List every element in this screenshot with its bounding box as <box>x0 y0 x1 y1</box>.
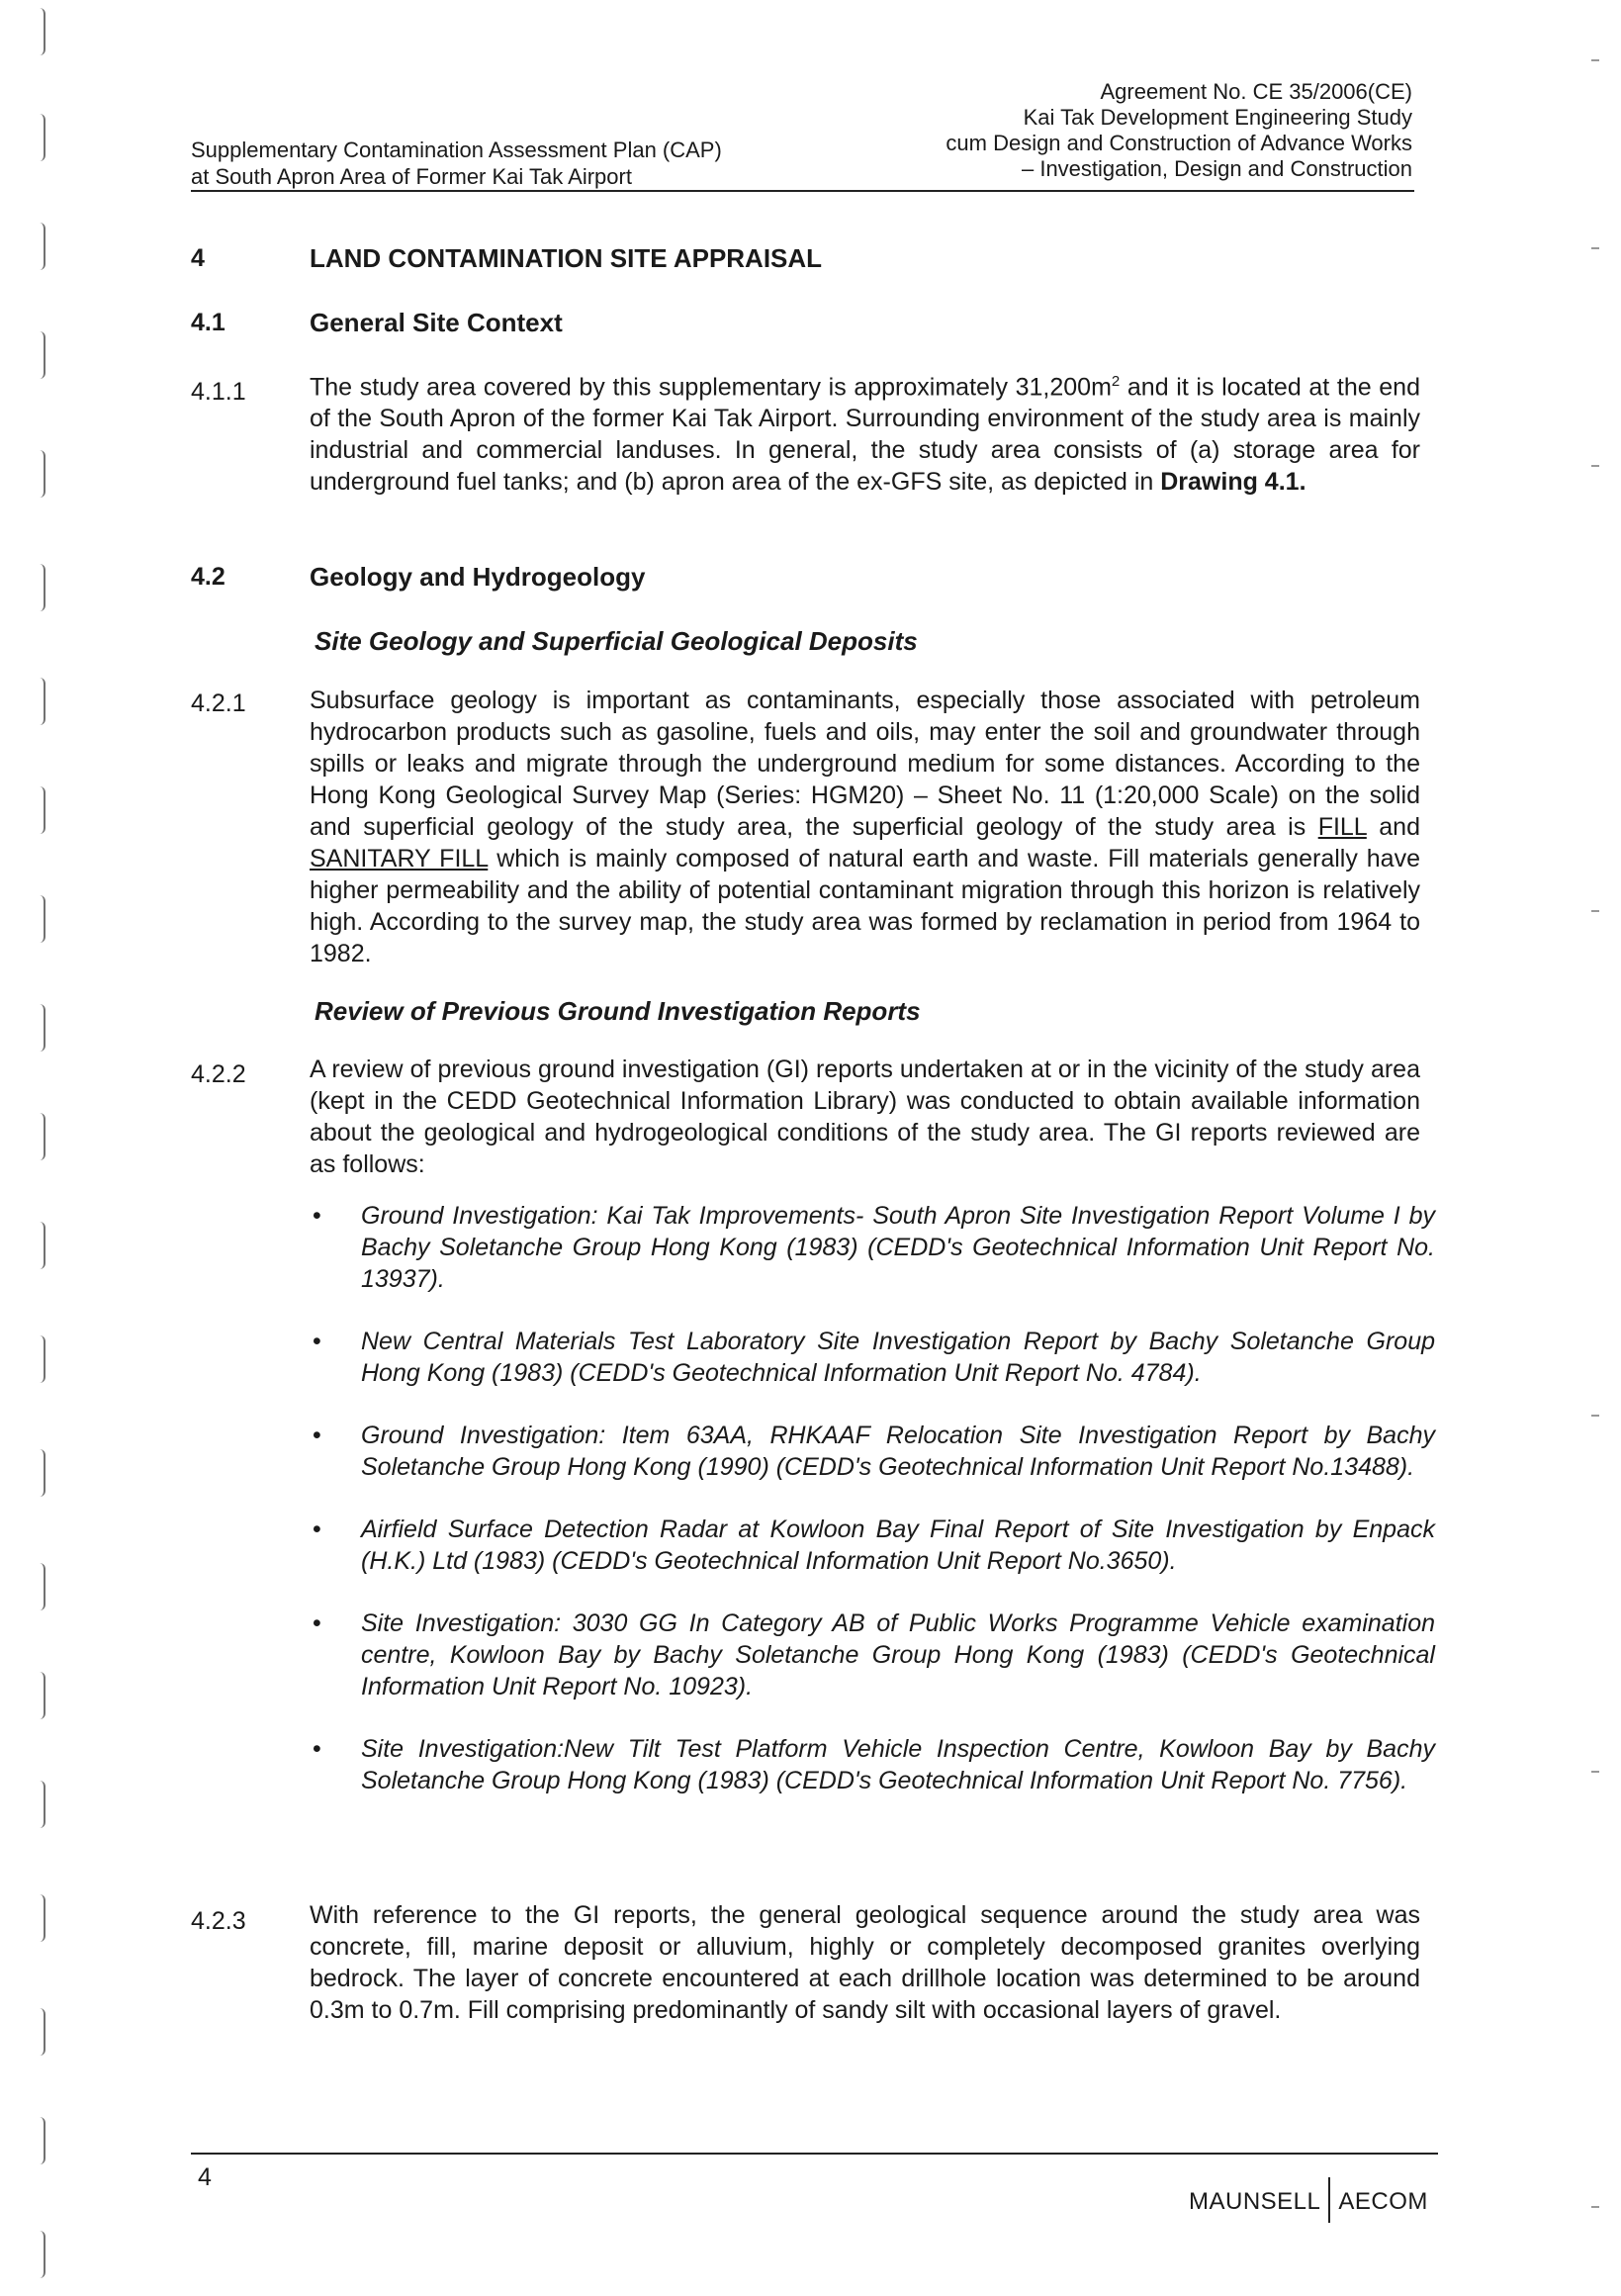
list-item <box>310 1420 1435 1483</box>
paragraph-4-2-3: With reference to the GI reports, the general geological sequence around the study area was concrete, fill, marine deposit or alluvium, highly or completely decomposed granites overlying bedrock. The layer of concrete encountered at each drillhole location was determined to be around 0.3m to 0.7m. Fill comprising predominantly of sandy silt with occasional layers of gravel. <box>310 1901 1420 2024</box>
list-item-text: Ground Investigation: Item 63AA, RHKAAF Relocation Site Investigation Report by Bachy Soletanche Group Hong Kong (1990) (CEDD's Geotechnical Information Unit Report No.13488). <box>361 1422 1435 1481</box>
page-number: 4 <box>198 2163 212 2191</box>
bullet: • <box>313 1735 321 1763</box>
p411-text-b: and it is located at the end of the South Apron of the former Kai Tak Airport. Surrounding environment of the study area is mainly industrial and commercial landuses. In general, the study area consists of (a) storage area for underground fuel tanks; and (b) apron area of the ex-GFS site, as depicted in <box>310 373 1420 497</box>
drawing-reference: Drawing 4.1 <box>1160 468 1300 497</box>
p421-text-b: which is mainly composed of natural earth and waste. Fill materials generally have higher permeability and the ability of potential contaminant migration through this horizon is relatively high. According to the survey map, the study area was formed by reclamation in period from 1964 to 1982. <box>310 845 1420 967</box>
list-item <box>310 1326 1435 1389</box>
paragraph-number: 4.2.1 <box>191 689 246 717</box>
header-left <box>191 137 722 190</box>
subheading-previous-gi-reports: Review of Previous Ground Investigation Reports <box>315 996 921 1026</box>
subheading-site-geology: Site Geology and Superficial Geological Deposits <box>315 626 918 656</box>
list-item <box>310 1733 1435 1796</box>
paragraph-number: 4.2.2 <box>191 1060 246 1088</box>
list-item-text: Airfield Surface Detection Radar at Kowloon Bay Final Report of Site Investigation by Enpack (H.K.) Ltd (1983) (CEDD's Geotechnical Information Unit Report No.3650). <box>361 1515 1435 1575</box>
company-logo <box>1189 2177 1428 2223</box>
subsection-number: 4.2 <box>191 563 225 591</box>
paragraph-4-1-1 <box>310 366 1420 498</box>
logo-maunsell: MAUNSELL <box>1189 2188 1321 2215</box>
bullet: • <box>313 1422 321 1449</box>
section-number: 4 <box>191 244 205 272</box>
list-item-text: Site Investigation:New Tilt Test Platform Vehicle Inspection Centre, Kowloon Bay by Bachy Soletanche Group Hong Kong (1983) (CEDD's Geotechnical Information Unit Report No. 7756). <box>361 1735 1435 1794</box>
project-line1: Kai Tak Development Engineering Study <box>1023 105 1412 130</box>
binder-hole-marks <box>30 0 69 2296</box>
subsection-title: Geology and Hydrogeology <box>310 562 646 592</box>
section-title: LAND CONTAMINATION SITE APPRAISAL <box>310 243 823 273</box>
fill-term: FILL <box>1317 813 1367 841</box>
paragraph-number: 4.2.3 <box>191 1907 246 1935</box>
p421-text-a: Subsurface geology is important as contaminants, especially those associated with petroleum hydrocarbon products such as gasoline, fuels and oils, may enter the soil and groundwater through spills or leaks and migrate through the underground medium for some distances. According to the Hong Kong Geological Survey Map (Series: HGM20) – Sheet No. 11 (1:20,000 Scale) on the solid and superficial geology of the study area, the superficial geology of the study area is <box>310 687 1420 841</box>
gi-report-list <box>310 1200 1435 1827</box>
project-line3: – Investigation, Design and Construction <box>1021 156 1412 181</box>
sanitary-fill-term: SANITARY FILL <box>310 845 489 872</box>
subsection-number: 4.1 <box>191 309 225 336</box>
bullet: • <box>313 1202 321 1230</box>
paragraph-4-2-2: A review of previous ground investigation (GI) reports undertaken at or in the vicinity of the study area (kept in the CEDD Geotechnical Information Library) was conducted to obtain available information about the geological and hydrogeological conditions of the study area. The GI reports reviewed are as follows: <box>310 1056 1420 1178</box>
list-item-text: New Central Materials Test Laboratory Site Investigation Report by Bachy Soletanche Group Hong Kong (1983) (CEDD's Geotechnical Information Unit Report No. 4784). <box>361 1328 1435 1387</box>
p421-and: and <box>1366 813 1420 841</box>
p411-end: . <box>1299 468 1306 497</box>
footer-rule <box>191 2153 1438 2155</box>
list-item <box>310 1514 1435 1577</box>
header-title-line1: Supplementary Contamination Assessment Plan (CAP) <box>191 138 722 162</box>
list-item-text: Site Investigation: 3030 GG In Category AB of Public Works Programme Vehicle examination centre, Kowloon Bay by Bachy Soletanche Group Hong Kong (1983) (CEDD's Geotechnical Information Unit Report No. 10923). <box>361 1609 1435 1700</box>
p411-text-a: The study area covered by this supplementary is approximately 31,200m <box>310 373 1112 402</box>
paragraph-number: 4.1.1 <box>191 378 246 406</box>
agreement-number: Agreement No. CE 35/2006(CE) <box>1100 79 1412 104</box>
list-item <box>310 1607 1435 1702</box>
logo-separator <box>1328 2177 1330 2223</box>
subsection-title: General Site Context <box>310 308 563 337</box>
p411-superscript: 2 <box>1111 373 1121 390</box>
list-item-text: Ground Investigation: Kai Tak Improvements- South Apron Site Investigation Report Volume I by Bachy Soletanche Group Hong Kong (1983) (CEDD's Geotechnical Information Unit Report No. 13937). <box>361 1202 1435 1293</box>
logo-aecom: AECOM <box>1338 2188 1428 2215</box>
scan-edge-marks <box>1591 0 1601 2296</box>
paragraph-4-2-1 <box>310 685 1420 969</box>
header-right <box>946 79 1412 182</box>
bullet: • <box>313 1328 321 1355</box>
list-item <box>310 1200 1435 1295</box>
bullet: • <box>313 1515 321 1543</box>
bullet: • <box>313 1609 321 1637</box>
project-line2: cum Design and Construction of Advance Works <box>946 131 1412 155</box>
header-rule <box>191 190 1414 192</box>
header-title-line2: at South Apron Area of Former Kai Tak Airport <box>191 164 632 189</box>
